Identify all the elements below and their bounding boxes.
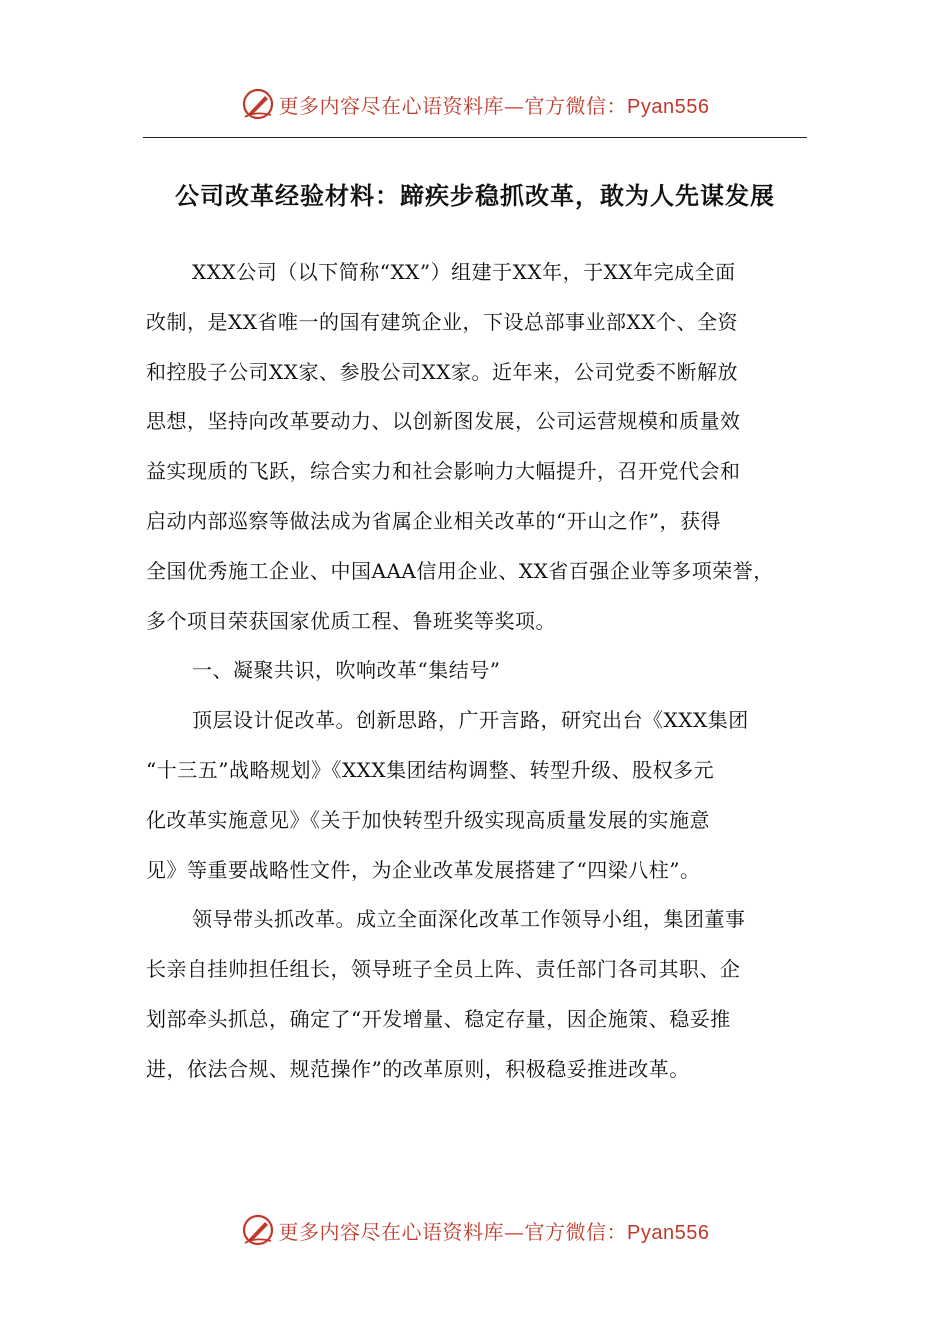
banner-text: 更多内容尽在心语资料库—官方微信：Pyan556	[278, 1219, 710, 1244]
paragraph-line: 顶层设计促改革。创新思路，广开言路，研究出台《XXX集团	[192, 708, 749, 733]
paragraph-line: 多个项目荣获国家优质工程、鲁班奖等奖项。	[146, 608, 556, 633]
header-divider	[143, 137, 807, 138]
paragraph-line: 思想，坚持向改革要动力、以创新图发展，公司运营规模和质量效	[146, 409, 741, 434]
paragraph-line: XXX公司（以下简称“XX”）组建于XX年，于XX年完成全面	[192, 260, 736, 284]
paragraph-line: 全国优秀施工企业、中国AAA信用企业、XX省百强企业等多项荣誉，	[146, 558, 774, 583]
pen-circle-logo-icon	[241, 87, 275, 121]
paragraph-line: 化改革实施意见》《关于加快转型升级实现高质量发展的实施意	[146, 807, 710, 832]
paragraph-line: 启动内部巡察等做法成为省属企业相关改革的“开山之作”，获得	[146, 508, 721, 533]
paragraph-line: 领导带头抓改革。成立全面深化改革工作领导小组，集团董事	[192, 907, 746, 932]
paragraph-line: “十三五”战略规划》《XXX集团结构调整、转型升级、股权多元	[146, 757, 715, 782]
footer-banner	[0, 1210, 950, 1250]
banner-text: 更多内容尽在心语资料库—官方微信：Pyan556	[278, 93, 710, 118]
section-heading: 一、凝聚共识，吹响改革“集结号”	[192, 658, 501, 683]
header-banner	[0, 84, 950, 124]
pen-circle-logo-icon	[241, 1213, 275, 1247]
document-title: 公司改革经验材料：蹄疾步稳抓改革，敢为人先谋发展	[175, 181, 775, 210]
paragraph-line: 划部牵头抓总，确定了“开发增量、稳定存量，因企施策、稳妥推	[146, 1006, 731, 1031]
paragraph-line: 和控股子公司XX家、参股公司XX家。近年来，公司党委不断解放	[146, 359, 738, 384]
wechat-id: Pyan556	[627, 95, 710, 118]
document-body	[146, 248, 808, 1095]
paragraph-line: 益实现质的飞跃，综合实力和社会影响力大幅提升，召开党代会和	[146, 459, 741, 484]
paragraph-line: 见》等重要战略性文件，为企业改革发展搭建了“四梁八柱”。	[146, 857, 701, 882]
paragraph-line: 长亲自挂帅担任组长，领导班子全员上阵、责任部门各司其职、企	[146, 957, 741, 982]
wechat-id: Pyan556	[627, 1221, 710, 1244]
paragraph-line: 进，依法合规、规范操作”的改革原则，积极稳妥推进改革。	[146, 1056, 690, 1081]
paragraph-line: 改制，是XX省唯一的国有建筑企业，下设总部事业部XX个、全资	[146, 309, 738, 334]
